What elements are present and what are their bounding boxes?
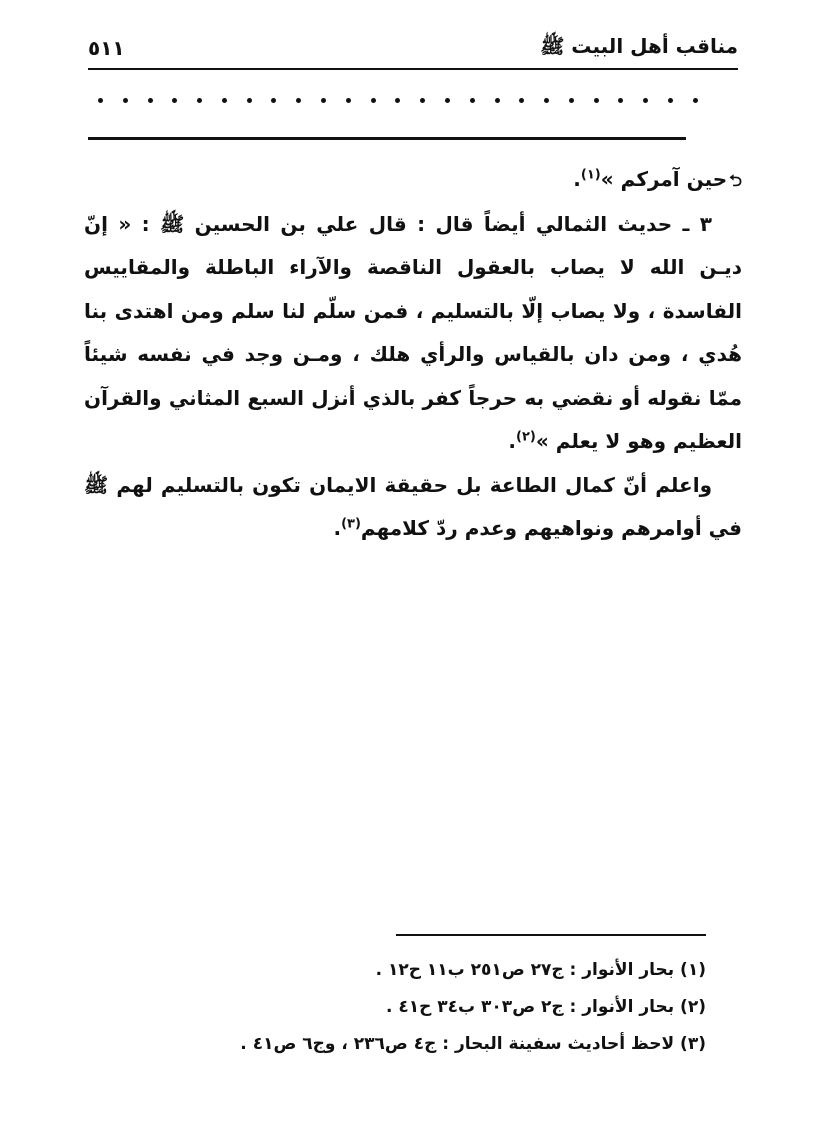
continuation-arrow-icon: ⮌ xyxy=(729,171,742,190)
separator-dot xyxy=(420,98,425,103)
separator-dot xyxy=(247,98,252,103)
separator-dot xyxy=(371,98,376,103)
separator-dot xyxy=(271,98,276,103)
separator-dot xyxy=(445,98,450,103)
separator-dot xyxy=(470,98,475,103)
footnotes xyxy=(186,952,706,1063)
separator-dot xyxy=(172,98,177,103)
separator-dot xyxy=(321,98,326,103)
running-title: مناقب أهل البيت ﷺ xyxy=(540,33,738,58)
header-rule xyxy=(88,68,738,70)
conclusion-end: . xyxy=(333,516,342,540)
paragraph-hadith xyxy=(84,203,742,464)
separator-dot xyxy=(668,98,673,103)
separator-dot xyxy=(643,98,648,103)
separator-dot xyxy=(395,98,400,103)
separator-dot xyxy=(123,98,128,103)
separator-dot xyxy=(618,98,623,103)
separator-dot xyxy=(296,98,301,103)
separator-dot xyxy=(98,98,103,103)
main-text xyxy=(84,158,742,551)
hadith-end: . xyxy=(508,429,517,453)
footnote-2: (٢) بحار الأنوار : ج٢ ص٣٠٣ ب٣٤ ح٤١ . xyxy=(385,997,706,1017)
continuation-line xyxy=(84,158,742,203)
separator-dot xyxy=(594,98,599,103)
separator-dot xyxy=(569,98,574,103)
separator-dot xyxy=(197,98,202,103)
separator-dot xyxy=(693,98,698,103)
separator-dot xyxy=(346,98,351,103)
footnote-ref-3: (٣) xyxy=(341,516,361,532)
continuation-text: حين آمركم » xyxy=(600,167,728,191)
continuation-end: . xyxy=(573,167,581,191)
page-header xyxy=(88,30,738,66)
section-divider xyxy=(88,137,686,140)
ellipsis-dots-row xyxy=(98,98,698,103)
separator-dot xyxy=(544,98,549,103)
footnote-rule xyxy=(396,934,706,936)
separator-dot xyxy=(148,98,153,103)
footnote-1: (١) بحار الأنوار : ج٢٧ ص٢٥١ ب١١ ح١٢ . xyxy=(375,960,706,980)
conclusion-text: واعلم أنّ كمال الطاعة بل حقيقة الايمان تكون بالتسليم لهم ﷺ في أوامرهم ونواهيهم وعدم ردّ كلامهم xyxy=(84,472,742,540)
separator-dot xyxy=(222,98,227,103)
footnote-3: (٣) لاحظ أحاديث سفينة البحار : ج٤ ص٢٣٦ ، وج٦ ص٤١ . xyxy=(240,1034,706,1054)
page-number: ٥١١ xyxy=(88,36,125,60)
footnote-ref-1: (١) xyxy=(580,167,601,183)
footnote-ref-2: (٢) xyxy=(516,429,536,445)
paragraph-conclusion xyxy=(84,464,742,551)
hadith-text: ٣ ـ حديث الثمالي أيضاً قال : قال علي بن الحسين ﷺ : « إنّ ديـن الله لا يصاب بالعقول الناقصة والآراء الباطلة والمقاييس الفاسدة ، ولا يصاب إلّا بالتسليم ، فمن سلّم لنا سلم ومن اهتدى بنا هُدي ، ومن دان بالقياس والرأي هلك ، ومـن وجد في نفسه شيئاً ممّا نقوله أو نقضي به حرجاً كفر بالذي أنزل السبع المثاني والقرآن العظيم وهو لا يعلم » xyxy=(84,211,742,453)
separator-dot xyxy=(495,98,500,103)
separator-dot xyxy=(519,98,524,103)
